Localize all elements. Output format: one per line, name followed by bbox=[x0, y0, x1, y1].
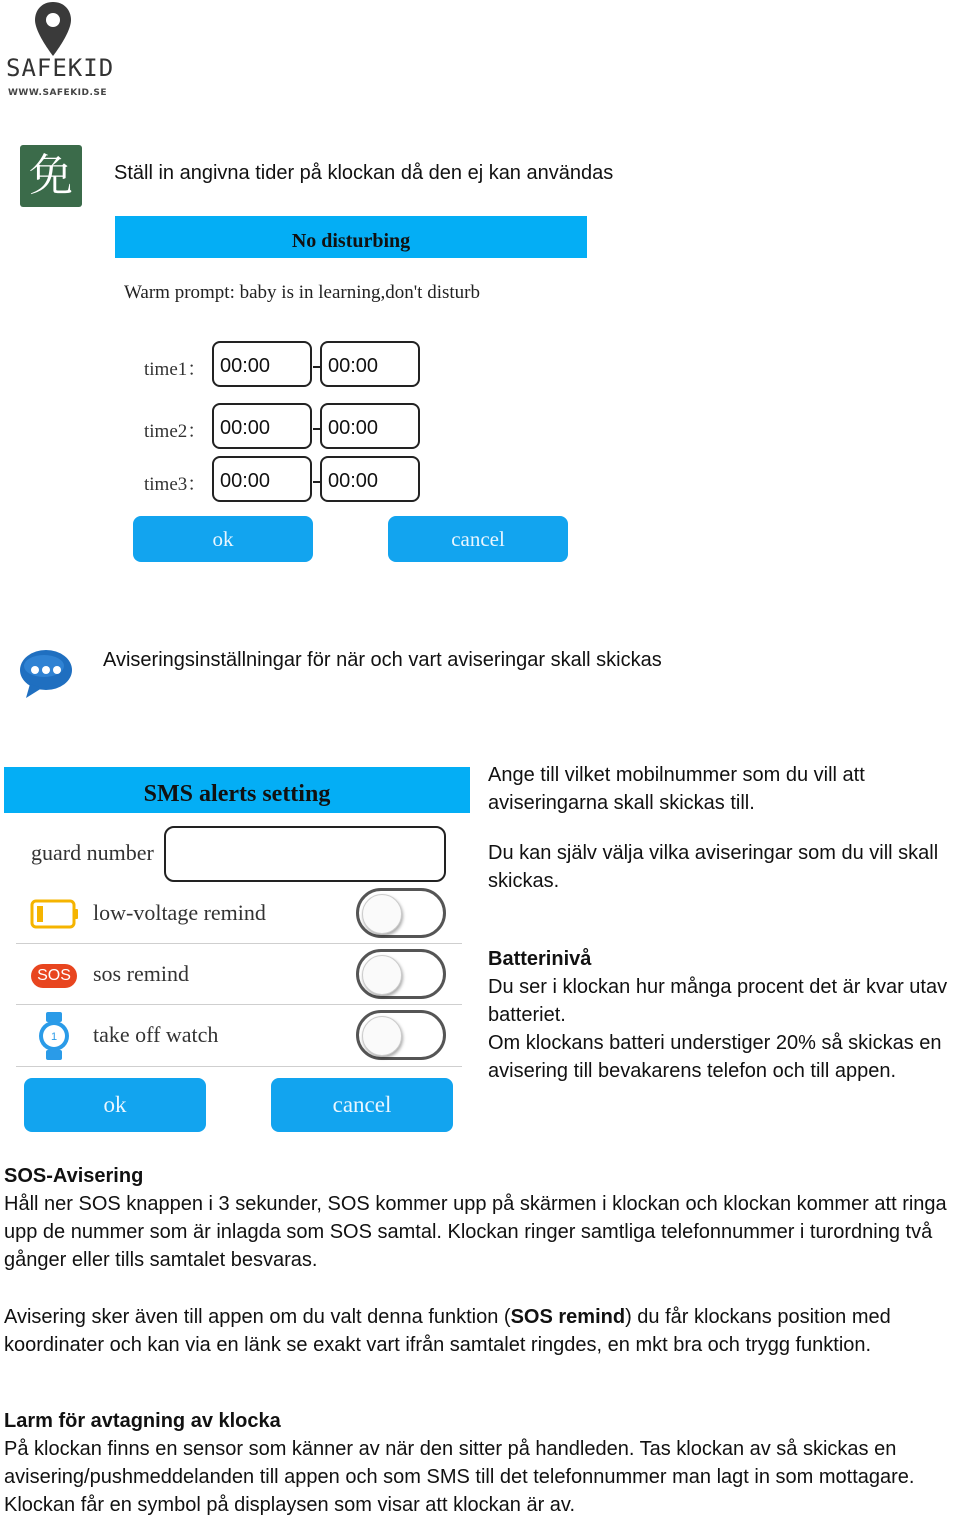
battery-heading: Batterinivå bbox=[488, 948, 592, 970]
no-disturb-cancel-button[interactable]: cancel bbox=[388, 516, 568, 562]
no-disturb-ok-button[interactable]: ok bbox=[133, 516, 313, 562]
toggle-knob bbox=[362, 1016, 402, 1056]
toggle-knob bbox=[362, 955, 402, 995]
watch-icon bbox=[36, 1011, 72, 1061]
sos-remind-emphasis: SOS remind bbox=[510, 1306, 626, 1328]
chat-bubble-icon bbox=[18, 648, 74, 700]
time2-start-input[interactable]: 00:00 bbox=[212, 403, 312, 449]
sos-paragraph-2: Avisering sker även till appen om du valt denna funktion (SOS remind) du får klockans position med koordinater och kan via en länk se exakt vart ifrån samtalet ringdes, en mkt bra och trygg funktion. bbox=[4, 1306, 891, 1356]
sos-heading: SOS-Avisering bbox=[4, 1165, 144, 1187]
guard-number-input[interactable] bbox=[164, 826, 446, 882]
section-title-no-disturb: Ställ in angivna tider på klockan då den ej kan användas bbox=[114, 162, 614, 184]
battery-paragraph-1: Du ser i klockan hur många procent det är kvar utav batteriet. bbox=[488, 976, 948, 1026]
sms-ok-button[interactable]: ok bbox=[24, 1078, 206, 1132]
sos-paragraph-1: Håll ner SOS knappen i 3 sekunder, SOS kommer upp på skärmen i klockan och klockan kommer att ringa upp de nummer som är inlagda som SOS samtal. Klockan ringer samtliga telefonnummer i turordning två gånger eller tills samtalet besvaras. bbox=[4, 1193, 947, 1271]
time3-label: time3： bbox=[144, 474, 207, 495]
guard-number-label: guard number bbox=[31, 840, 154, 865]
toggle-knob bbox=[362, 894, 402, 934]
time3-start-input[interactable]: 00:00 bbox=[212, 456, 312, 502]
sos-remind-toggle[interactable] bbox=[356, 949, 446, 999]
take-off-label: take off watch bbox=[93, 1022, 219, 1047]
time2-end-input[interactable]: 00:00 bbox=[320, 403, 420, 449]
sos-remind-label: sos remind bbox=[93, 961, 189, 986]
location-pin-icon bbox=[33, 0, 73, 58]
battery-icon bbox=[30, 898, 80, 930]
time1-label: time1： bbox=[144, 359, 207, 380]
low-voltage-label: low-voltage remind bbox=[93, 900, 266, 925]
time3-end-input[interactable]: 00:00 bbox=[320, 456, 420, 502]
time1-start-input[interactable]: 00:00 bbox=[212, 341, 312, 387]
time1-end-input[interactable]: 00:00 bbox=[320, 341, 420, 387]
alarm-heading: Larm för avtagning av klocka bbox=[4, 1410, 281, 1432]
warm-prompt: Warm prompt: baby is in learning,don't disturb bbox=[124, 282, 480, 303]
divider bbox=[16, 943, 462, 944]
low-voltage-toggle[interactable] bbox=[356, 888, 446, 938]
section-title-alerts: Aviseringsinställningar för när och vart aviseringar skall skickas bbox=[103, 649, 662, 671]
sos-icon: SOS bbox=[31, 964, 77, 988]
take-off-toggle[interactable] bbox=[356, 1010, 446, 1060]
svg-text:1: 1 bbox=[50, 1031, 58, 1043]
divider bbox=[16, 1066, 462, 1067]
side-paragraph-1: Ange till vilket mobilnummer som du vill att aviseringarna skall skickas till. bbox=[488, 764, 865, 814]
battery-paragraph-2: Om klockans batteri understiger 20% så skickas en avisering till bevakarens telefon och till appen. bbox=[488, 1032, 942, 1082]
no-disturb-header: No disturbing bbox=[115, 216, 587, 258]
logo-url: WWW.SAFEKID.SE bbox=[8, 88, 108, 98]
sms-cancel-button[interactable]: cancel bbox=[271, 1078, 453, 1132]
side-paragraph-2: Du kan själv välja vilka aviseringar som du vill skall skickas. bbox=[488, 842, 939, 892]
sms-alerts-header: SMS alerts setting bbox=[4, 767, 470, 813]
divider bbox=[16, 1004, 462, 1005]
logo-brand: SAFEKID bbox=[6, 54, 115, 82]
mian-character-icon: 免 bbox=[20, 145, 82, 207]
alarm-paragraph: På klockan finns en sensor som känner av när den sitter på handleden. Tas klockan av så skickas en avisering/pushmeddelanden till appen och som SMS till det telefonnummer man lagt in som mottagare. Klockan får en symbol på displaysen som visar att klockan är av. bbox=[4, 1438, 915, 1516]
time2-label: time2： bbox=[144, 421, 207, 442]
